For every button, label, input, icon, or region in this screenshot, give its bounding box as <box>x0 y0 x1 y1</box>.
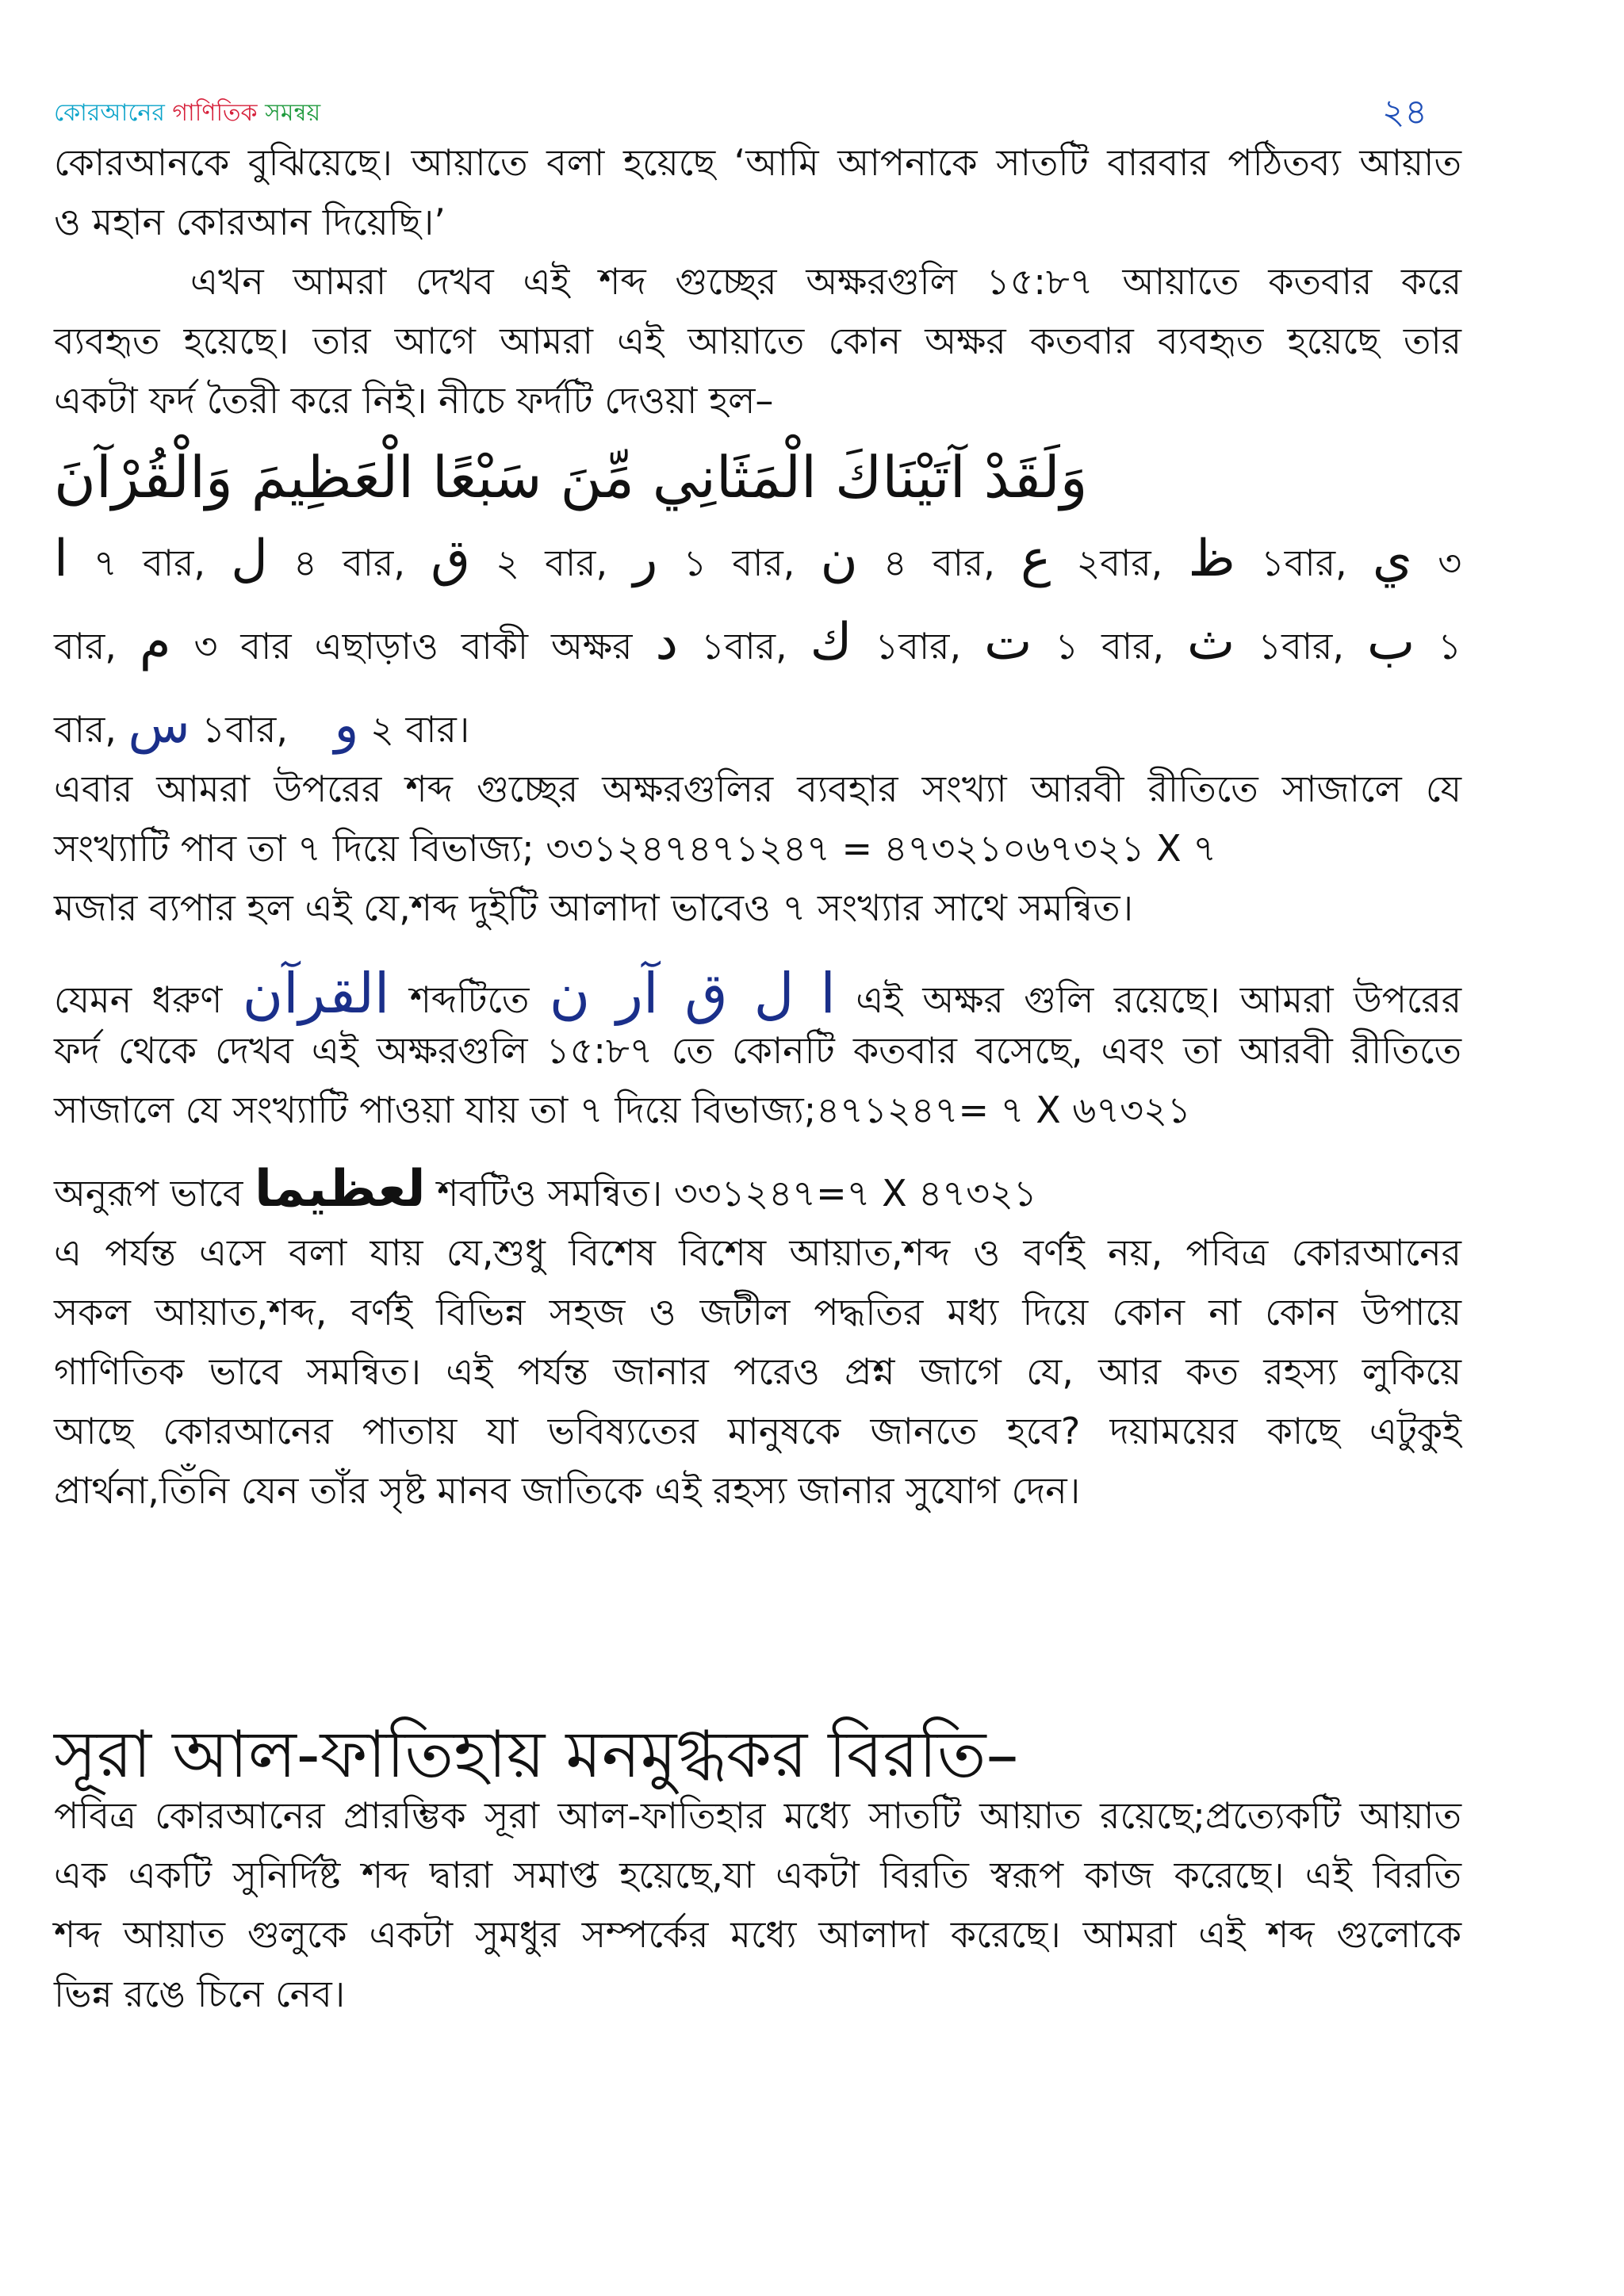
p5-post: শবটিও সমন্বিত। ৩৩১২৪৭=৭ X ৪৭৩২১ <box>437 1172 1037 1215</box>
letter-ta: ت <box>984 613 1032 672</box>
letter-za: ظ <box>1188 530 1235 588</box>
paragraph4-line3: সাজালে যে সংখ্যাটি পাওয়া যায় তা ৭ দিয়ে বিভাজ্য;৪৭১২৪৭= ৭ X ৬৭৩২১ <box>54 1089 1191 1131</box>
running-head <box>54 94 320 134</box>
letter-ya: ي <box>1372 530 1412 588</box>
row3-prefix: বার, <box>54 708 117 751</box>
paragraph1-line1: কোরআনকে বুঝিয়েছে। আয়াতে বলা হয়েছে ‘আমি আপনাকে সাতটি বারবার পঠিতব্য আয়াত <box>54 141 1461 184</box>
arabic-verse: وَلَقَدْ آتَيْنَاكَ الْمَثَانِي مِّنَ سَبْعًا الْعَظِيمَ وَالْقُرْآنَ <box>54 444 1088 511</box>
p4-post: এই অক্ষর গুলি রয়েছে। আমরা উপরের <box>856 978 1462 1021</box>
paragraph5 <box>54 1161 1461 1217</box>
count-ba: ১ <box>1438 625 1462 668</box>
quran-letters: ا ل ق آر ن <box>549 961 836 1026</box>
paragraph4-line2: ফর্দ থেকে দেখব এই অক্ষরগুলি ১৫:৮৭ তে কোনটি কতবার বসেছে, এবং তা আরবী রীতিতে <box>54 1029 1461 1072</box>
count-qaf: ২ বার, <box>496 541 608 584</box>
paragraph1-line2: ও মহান কোরআন দিয়েছি।’ <box>54 201 446 243</box>
letter-count-row1 <box>54 531 1461 587</box>
paragraph3-line1: এবার আমরা উপরের শব্দ গুচ্ছের অক্ষরগুলির ব্যবহার সংখ্যা আরবী রীতিতে সাজালে যে <box>54 767 1461 810</box>
section-title: সূরা আল-ফাতিহায় মনমুগ্ধকর বিরতি– <box>54 1717 1019 1793</box>
paragraph2-line3: একটা ফর্দ তৈরী করে নিই। নীচে ফর্দটি দেওয়া হল– <box>54 379 774 422</box>
count-ra: ১ বার, <box>683 541 795 584</box>
paragraph3-line2: সংখ্যাটি পাব তা ৭ দিয়ে বিভাজ্য; ৩৩১২৪৭৪৭১২৪৭ = ৪৭৩২১০৬৭৩২১ X ৭ <box>54 827 1217 870</box>
count-kaf: ১বার, <box>875 625 962 668</box>
count-dal: ১বার, <box>700 625 787 668</box>
letter-lam: ل <box>231 530 268 588</box>
count-za: ১বার, <box>1260 541 1347 584</box>
paragraph3-line3: মজার ব্যপার হল এই যে,শব্দ দুইটি আলাদা ভাবেও ৭ সংখ্যার সাথে সমন্বিত। <box>54 886 1134 929</box>
letter-sin: س <box>128 696 190 755</box>
paragraph6-line3: গাণিতিক ভাবে সমন্বিত। এই পর্যন্ত জানার পরেও প্রশ্ন জাগে যে, আর কত রহস্য লুকিয়ে <box>54 1350 1461 1393</box>
p4-pre: যেমন ধরুণ <box>54 978 223 1021</box>
section-line4: ভিন্ন রঙে চিনে নেব। <box>54 1973 346 2015</box>
paragraph6-line5: প্রার্থনা,তিঁনি যেন তাঁর সৃষ্ট মানব জাতিকে এই রহস্য জানার সুযোগ দেন। <box>54 1469 1081 1512</box>
paragraph6-line4: আছে কোরআনের পাতায় যা ভবিষ্যতের মানুষকে জানতে হবে? দয়াময়ের কাছে এটুকুই <box>54 1410 1461 1452</box>
count-tha: ১বার, <box>1258 625 1344 668</box>
count-ta: ১ বার, <box>1055 625 1165 668</box>
letter-nun: ن <box>820 530 858 588</box>
paragraph2-line2: ব্যবহৃত হয়েছে। তার আগে আমরা এই আয়াতে কোন অক্ষর কতবার ব্যবহৃত হয়েছে তার <box>54 320 1461 362</box>
section-line1: পবিত্র কোরআনের প্রারম্ভিক সূরা আল-ফাতিহার মধ্যে সাতটি আয়াত রয়েছে;প্রত্যেকটি আয়াত <box>54 1794 1461 1837</box>
letter-count-row2 <box>54 614 1461 670</box>
running-title-part3: সমন্বয় <box>265 99 321 127</box>
count-ain: ২বার, <box>1076 541 1163 584</box>
letter-count-row3 <box>54 698 1461 753</box>
p4-mid: শব্দটিতে <box>409 978 530 1021</box>
section-line3: শব্দ আয়াত গুলুকে একটা সুমধুর সম্পর্কের মধ্যে আলাদা করেছে। আমরা এই শব্দ গুলোকে <box>54 1913 1461 1956</box>
count-lam: ৪ বার, <box>293 541 405 584</box>
page-number: ২৪ <box>1381 92 1427 132</box>
paragraph6-line1: এ পর্যন্ত এসে বলা যায় যে,শুধু বিশেষ বিশেষ আয়াত,শব্দ ও বর্ণই নয়, পবিত্র কোরআনের <box>54 1231 1461 1274</box>
word-azima: لعظيما <box>254 1160 426 1219</box>
letter-ba: ب <box>1366 613 1415 672</box>
letter-tha: ث <box>1187 613 1235 672</box>
letter-qaf: ق <box>431 530 470 588</box>
count-mim: ৩ বার এছাড়াও বাকী অক্ষর <box>193 625 633 668</box>
letter-dal: د <box>655 613 678 672</box>
paragraph2-line1: এখন আমরা দেখব এই শব্দ গুচ্ছের অক্ষরগুলি ১৫:৮৭ আয়াতে কতবার করে <box>190 260 1461 303</box>
word-al-quran: القرآن <box>242 961 390 1026</box>
count-ya: ৩ <box>1438 541 1462 584</box>
count-alif: ৭ বার, <box>94 541 206 584</box>
running-title-part2: গাণিতিক <box>172 99 258 127</box>
letter-ra: ر <box>633 530 658 588</box>
letter-alif: ا <box>54 530 68 588</box>
row2-prefix: বার, <box>54 625 117 668</box>
p5-pre: অনুরূপ ভাবে <box>54 1172 243 1215</box>
section-line2: এক একটি সুনির্দিষ্ট শব্দ দ্বারা সমাপ্ত হয়েছে,যা একটা বিরতি স্বরূপ কাজ করেছে। এই বিরতি <box>54 1854 1461 1896</box>
running-title-part1: কোরআনের <box>54 99 165 127</box>
letter-ain: ع <box>1021 530 1051 588</box>
count-sin: ১বার, <box>201 708 288 751</box>
paragraph6-line2: সকল আয়াত,শব্দ, বর্ণই বিভিন্ন সহজ ও জটীল পদ্ধতির মধ্য দিয়ে কোন না কোন উপায়ে <box>54 1291 1461 1334</box>
count-waw: ২ বার। <box>370 708 470 751</box>
count-nun: ৪ বার, <box>883 541 995 584</box>
letter-kaf: ك <box>810 613 852 672</box>
letter-mim: م <box>139 613 171 672</box>
letter-waw: و <box>334 696 359 755</box>
paragraph4-line1 <box>54 963 1461 1024</box>
